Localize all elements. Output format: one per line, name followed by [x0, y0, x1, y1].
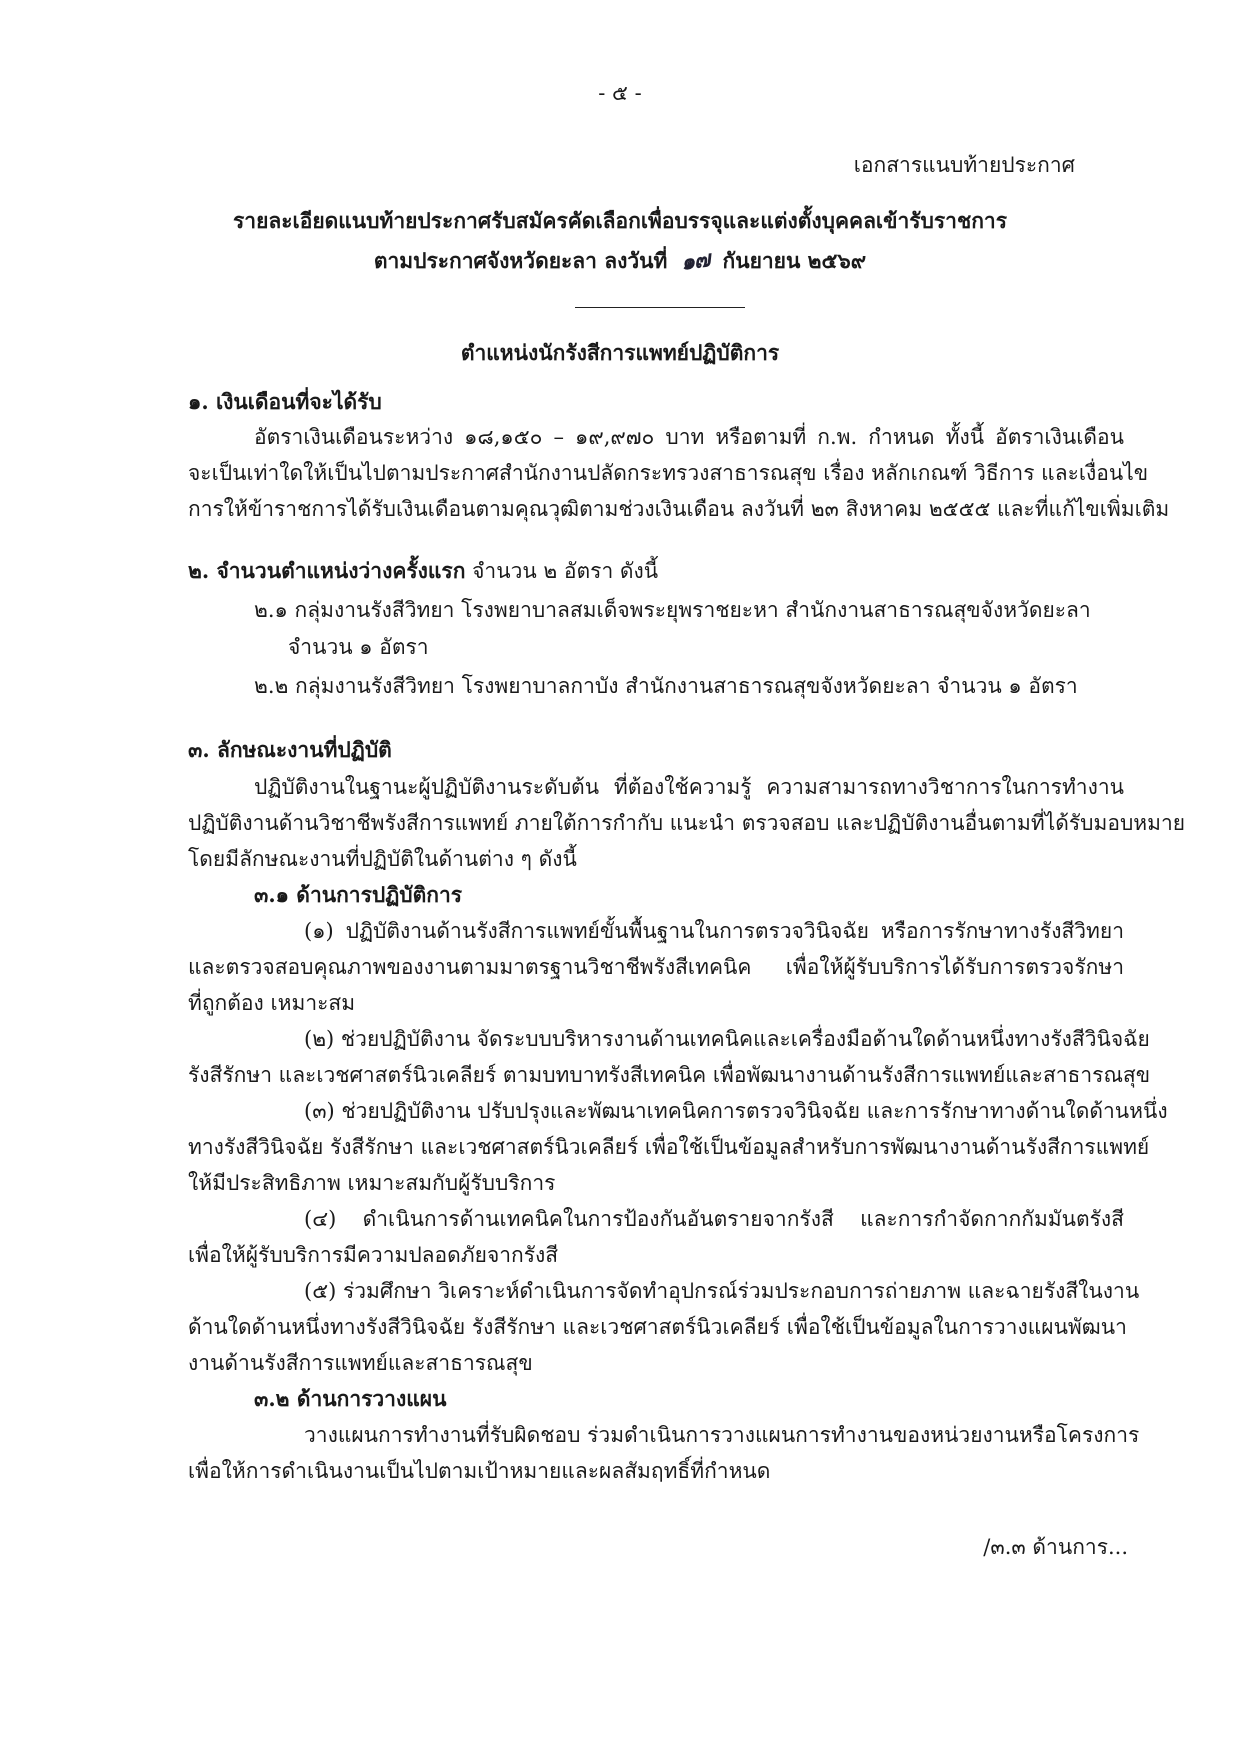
- section2-heading-rest: จำนวน ๒ อัตรา ดังนี้: [472, 559, 659, 583]
- subsection31-heading: ๓.๑ ด้านการปฏิบัติการ: [254, 882, 463, 907]
- sub31-p2-line1: (๒) ช่วยปฏิบัติงาน จัดระบบบริหารงานด้านเทคนิคและเครื่องมือด้านใดด้านหนึ่งทางรังสีวินิจฉัย: [304, 1027, 1150, 1051]
- section3-intro-line1: ปฏิบัติงานในฐานะผู้ปฏิบัติงานระดับต้น ที่ต้องใช้ความรู้ ความสามารถทางวิชาการในการทำงาน: [254, 775, 1124, 799]
- sub31-p4-line1: (๔) ดำเนินการด้านเทคนิคในการป้องกันอันตรายจากรังสี และการกำจัดกากกัมมันตรังสี: [304, 1207, 1124, 1231]
- section2-item1-line1: ๒.๑ กลุ่มงานรังสีวิทยา โรงพยาบาลสมเด็จพระยุพราชยะหา สำนักงานสาธารณสุขจังหวัดยะลา: [254, 598, 1091, 622]
- section1-line2: จะเป็นเท่าใดให้เป็นไปตามประกาศสำนักงานปลัดกระทรวงสาธารณสุข เรื่อง หลักเกณฑ์ วิธีการ และเงื่อนไข: [188, 461, 1149, 485]
- sub31-p1-line1: (๑) ปฏิบัติงานด้านรังสีการแพทย์ขั้นพื้นฐานในการตรวจวินิจฉัย หรือการรักษาทางรังสีวิทยา: [304, 919, 1124, 943]
- document-title-line2: [0, 246, 1240, 277]
- section2-heading-bold: ๒. จำนวนตำแหน่งว่างครั้งแรก: [188, 558, 466, 583]
- page-number: - ๕ -: [598, 81, 642, 105]
- subsection32-heading: ๓.๒ ด้านการวางแผน: [254, 1386, 447, 1411]
- attachment-label: เอกสารแนบท้ายประกาศ: [853, 153, 1075, 177]
- title-date-prefix: ตามประกาศจังหวัดยะลา ลงวันที่: [373, 248, 668, 273]
- section3-intro-line3: โดยมีลักษณะงานที่ปฏิบัติในด้านต่าง ๆ ดังนี้: [188, 847, 577, 871]
- sub31-p3-line2: ทางรังสีวินิจฉัย รังสีรักษา และเวชศาสตร์นิวเคลียร์ เพื่อใช้เป็นข้อมูลสำหรับการพัฒนางานด้านรังสีการแพทย์: [188, 1135, 1150, 1159]
- sub31-p3-line3: ให้มีประสิทธิภาพ เหมาะสมกับผู้รับบริการ: [188, 1171, 556, 1195]
- section2-heading: [188, 556, 658, 586]
- continuation-marker: /๓.๓ ด้านการ...: [983, 1535, 1128, 1559]
- document-title-line1: รายละเอียดแนบท้ายประกาศรับสมัครคัดเลือกเพื่อบรรจุและแต่งตั้งบุคคลเข้ารับราชการ: [233, 208, 1007, 233]
- sub31-p4-line2: เพื่อให้ผู้รับบริการมีความปลอดภัยจากรังสี: [188, 1243, 559, 1267]
- section3-intro-line2: ปฏิบัติงานด้านวิชาชีพรังสีการแพทย์ ภายใต้การกำกับ แนะนำ ตรวจสอบ และปฏิบัติงานอื่นตามที่ได้รับมอบหมาย: [188, 811, 1186, 835]
- section2-item2: ๒.๒ กลุ่มงานรังสีวิทยา โรงพยาบาลกาบัง สำนักงานสาธารณสุขจังหวัดยะลา จำนวน ๑ อัตรา: [254, 674, 1078, 698]
- section1-heading: ๑. เงินเดือนที่จะได้รับ: [188, 389, 382, 414]
- section3-heading: ๓. ลักษณะงานที่ปฏิบัติ: [188, 737, 392, 762]
- sub31-p5-line1: (๕) ร่วมศึกษา วิเคราะห์ดำเนินการจัดทำอุปกรณ์ร่วมประกอบการถ่ายภาพ และฉายรังสีในงาน: [304, 1279, 1140, 1303]
- sub32-line1: วางแผนการทำงานที่รับผิดชอบ ร่วมดำเนินการวางแผนการทำงานของหน่วยงานหรือโครงการ: [304, 1423, 1140, 1447]
- title-divider: [575, 307, 745, 308]
- sub31-p1-line2: และตรวจสอบคุณภาพของงานตามมาตรฐานวิชาชีพรังสีเทคนิค เพื่อให้ผู้รับบริการได้รับการตรวจรักษา: [188, 955, 1124, 979]
- section1-line1: อัตราเงินเดือนระหว่าง ๑๘,๑๕๐ – ๑๙,๙๗๐ บาท หรือตามที่ ก.พ. กำหนด ทั้งนี้ อัตราเงินเดือน: [254, 425, 1124, 449]
- sub31-p1-line3: ที่ถูกต้อง เหมาะสม: [188, 991, 356, 1015]
- sub32-line2: เพื่อให้การดำเนินงานเป็นไปตามเป้าหมายและผลสัมฤทธิ์ที่กำหนด: [188, 1459, 771, 1483]
- sub31-p5-line2: ด้านใดด้านหนึ่งทางรังสีวินิจฉัย รังสีรักษา และเวชศาสตร์นิวเคลียร์ เพื่อใช้เป็นข้อมูลในการวางแผนพัฒนา: [188, 1315, 1127, 1339]
- section2-item1-line2: จำนวน ๑ อัตรา: [288, 635, 429, 659]
- section1-line3: การให้ข้าราชการได้รับเงินเดือนตามคุณวุฒิตามช่วงเงินเดือน ลงวันที่ ๒๓ สิงหาคม ๒๕๕๕ และที่แก้ไขเพิ่มเติม: [188, 497, 1170, 521]
- position-title: ตำแหน่งนักรังสีการแพทย์ปฏิบัติการ: [460, 340, 780, 365]
- sub31-p3-line1: (๓) ช่วยปฏิบัติงาน ปรับปรุงและพัฒนาเทคนิคการตรวจวินิจฉัย และการรักษาทางด้านใดด้านหนึ่ง: [304, 1099, 1168, 1123]
- sub31-p5-line3: งานด้านรังสีการแพทย์และสาธารณสุข: [188, 1351, 533, 1375]
- title-date-suffix: กันยายน ๒๕๖๙: [722, 248, 867, 273]
- sub31-p2-line2: รังสีรักษา และเวชศาสตร์นิวเคลียร์ ตามบทบาทรังสีเทคนิค เพื่อพัฒนางานด้านรังสีการแพทย์และสาธารณสุข: [188, 1063, 1151, 1087]
- handwritten-day: ๑๗: [679, 247, 711, 276]
